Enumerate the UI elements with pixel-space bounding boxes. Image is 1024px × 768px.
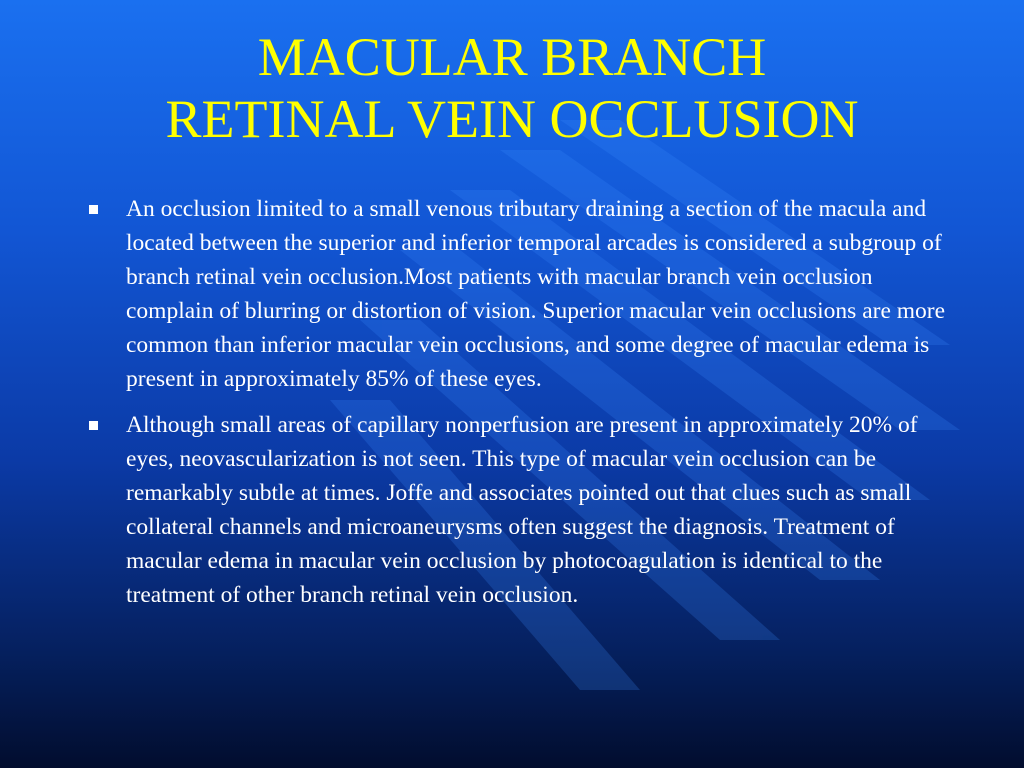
slide-title-line-1: MACULAR BRANCH — [257, 27, 767, 87]
slide-title-line-2: RETINAL VEIN OCCLUSION — [165, 89, 859, 149]
bullet-item — [88, 408, 948, 612]
bullet-text: Although small areas of capillary nonperfusion are present in approximately 20% of eyes, neovascularization is not seen. This type of macular vein occlusion can be remarkably subtle at times. Joffe and associates pointed out that clues such as small collateral channels and microaneurysms often suggest the diagnosis. Treatment of macular edema in macular vein occlusion by photocoagulation is identical to the treatment of other branch retinal vein occlusion. — [126, 412, 918, 608]
bullet-list — [88, 192, 948, 624]
slide-title — [0, 26, 1024, 150]
square-bullet-icon — [89, 421, 98, 430]
bullet-text: An occlusion limited to a small venous tributary draining a section of the macula and located between the superior and inferior temporal arcades is considered a subgroup of branch retinal vein occlusion.Most patients with macular branch vein occlusion complain of blurring or distortion of vision. Superior macular vein occlusions are more common than inferior macular vein occlusions, and some degree of macular edema is present in approximately 85% of these eyes. — [126, 196, 946, 392]
square-bullet-icon — [89, 205, 98, 214]
bullet-item — [88, 192, 948, 396]
